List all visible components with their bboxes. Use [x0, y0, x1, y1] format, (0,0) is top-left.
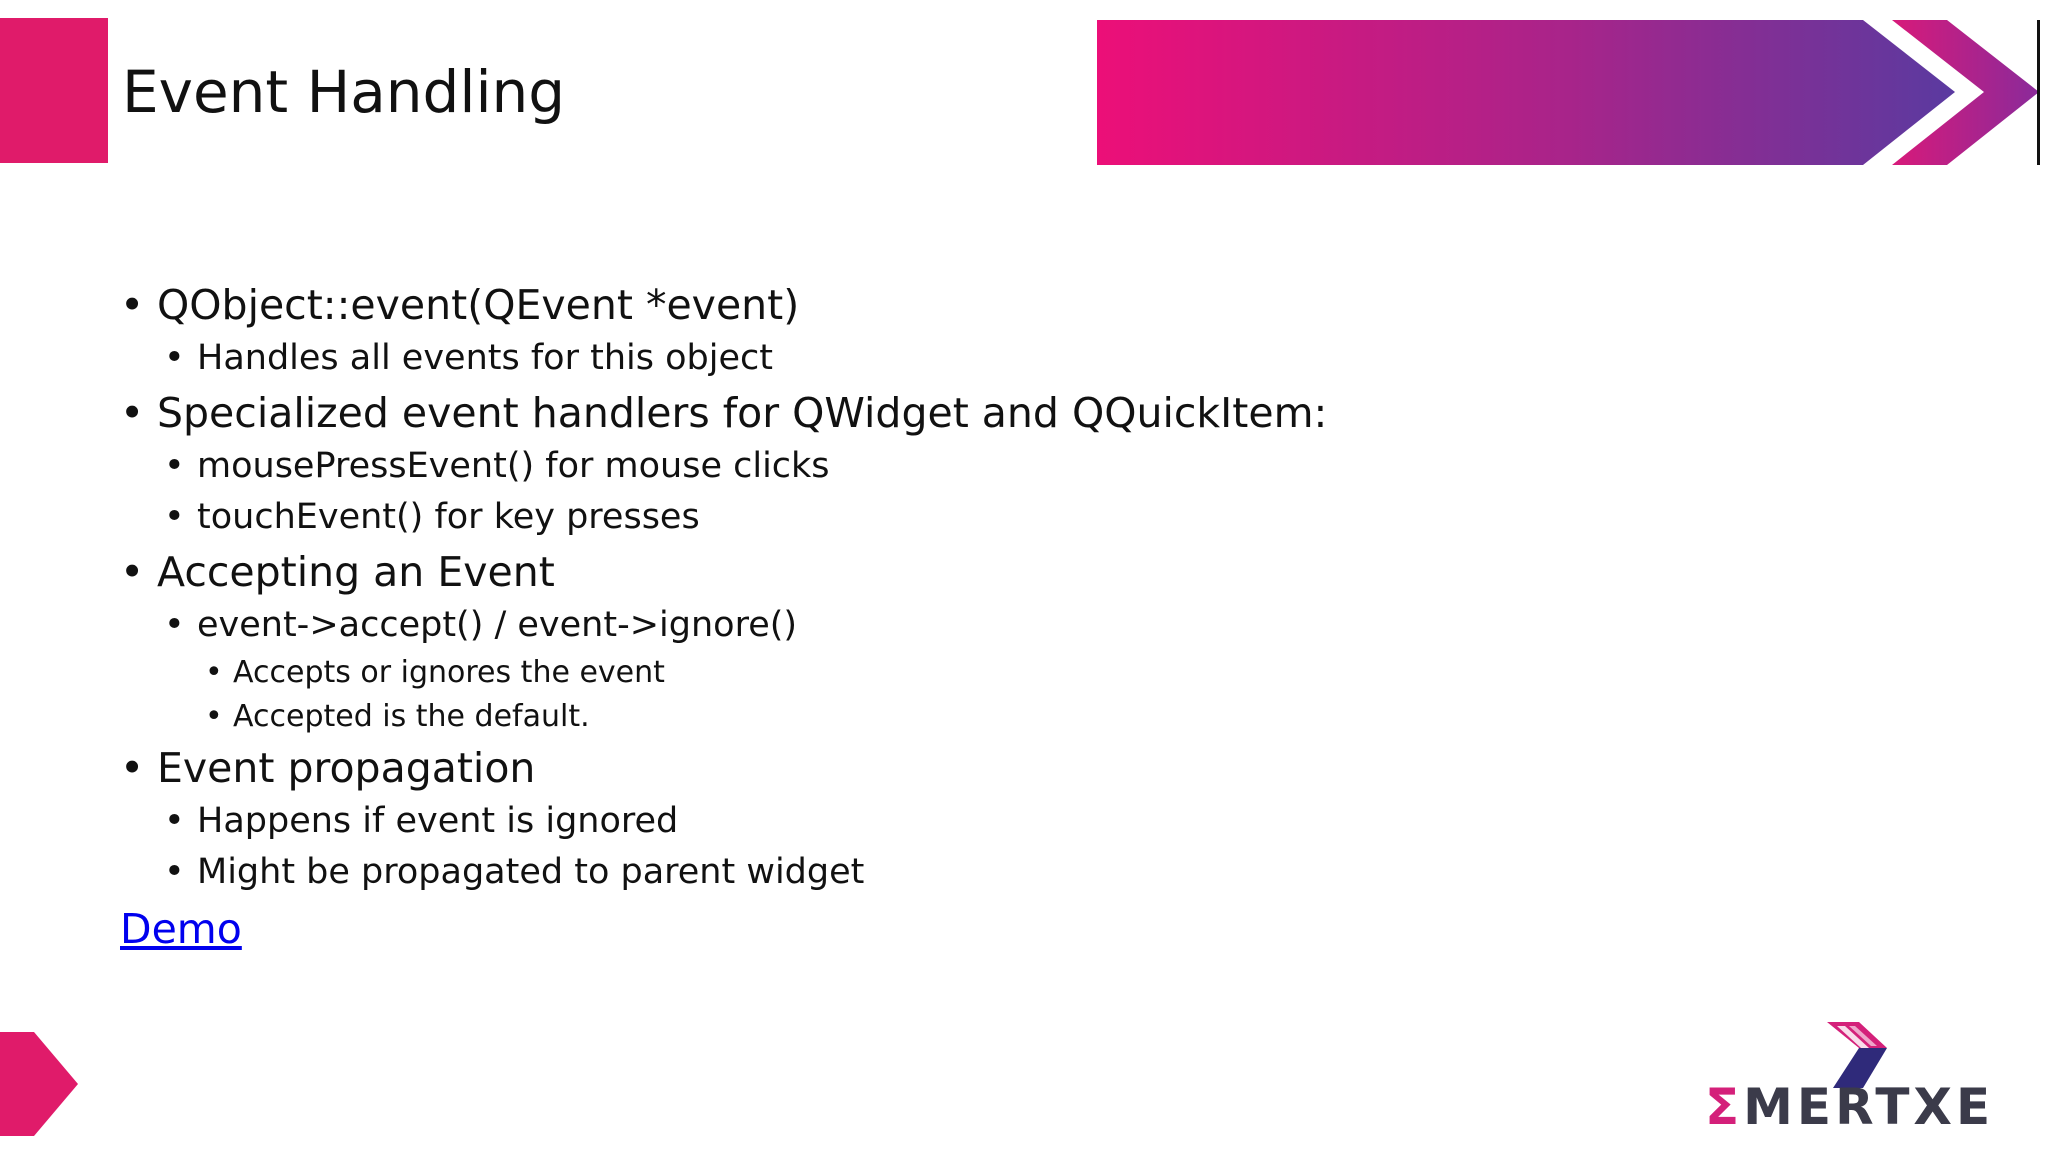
bullet-dot: •: [120, 744, 145, 792]
logo-text: MERTXE: [1743, 1078, 1995, 1136]
bullet-text: QObject::event(QEvent *event): [157, 281, 800, 329]
bullet-text: Accepts or ignores the event: [233, 655, 665, 690]
bullet-text: Accepting an Event: [157, 548, 555, 596]
bullet-item: [120, 545, 1820, 600]
sub-bullet-item: [120, 441, 1820, 492]
slide-title: Event Handling: [122, 58, 566, 126]
banner-bar: [1097, 20, 1955, 165]
banner-edge-line: [2037, 20, 2040, 165]
banner-graphic: [1097, 20, 2048, 165]
header-corner-tab: [0, 18, 108, 163]
bullet-text: Accepted is the default.: [233, 699, 590, 734]
bullet-text: Handles all events for this object: [197, 338, 773, 378]
bullet-dot: •: [205, 655, 223, 690]
bullet-dot: •: [164, 852, 185, 892]
logo-wordmark: [1705, 1078, 1995, 1136]
bullet-text: Specialized event handlers for QWidget and QQuickItem:: [157, 389, 1328, 437]
bullet-text: event->accept() / event->ignore(): [197, 605, 798, 645]
header-banner: [1097, 20, 2048, 165]
logo-sigma: Σ: [1705, 1078, 1744, 1136]
footer-arrow-graphic: [0, 1032, 80, 1136]
sub-bullet-item: [120, 847, 1820, 898]
emertxe-logo: [1705, 1022, 2005, 1142]
bullet-dot: •: [120, 389, 145, 437]
bullet-text: Might be propagated to parent widget: [197, 852, 865, 892]
sub-bullet-item: [120, 600, 1820, 651]
bullet-item: [120, 386, 1820, 441]
bullet-dot: •: [164, 338, 185, 378]
bullet-text: Happens if event is ignored: [197, 801, 679, 841]
bullet-text: Event propagation: [157, 744, 536, 792]
sub-bullet-item: [120, 796, 1820, 847]
sub-sub-bullet-item: [120, 695, 1820, 739]
bullet-item: [120, 741, 1820, 796]
bullet-dot: •: [205, 699, 223, 734]
bullet-list: [120, 278, 1820, 957]
bullet-dot: •: [164, 446, 185, 486]
bullet-text: mousePressEvent() for mouse clicks: [197, 446, 830, 486]
footer-arrow-tab: [0, 1032, 80, 1136]
sub-bullet-item: [120, 333, 1820, 384]
bullet-dot: •: [164, 497, 185, 537]
demo-link[interactable]: Demo: [120, 905, 242, 953]
bullet-dot: •: [164, 801, 185, 841]
bullet-item: [120, 278, 1820, 333]
bullet-dot: •: [164, 605, 185, 645]
sub-sub-bullet-item: [120, 651, 1820, 695]
bullet-dot: •: [120, 281, 145, 329]
bullet-dot: •: [120, 548, 145, 596]
sub-bullet-item: [120, 492, 1820, 543]
bullet-text: touchEvent() for key presses: [197, 497, 700, 537]
